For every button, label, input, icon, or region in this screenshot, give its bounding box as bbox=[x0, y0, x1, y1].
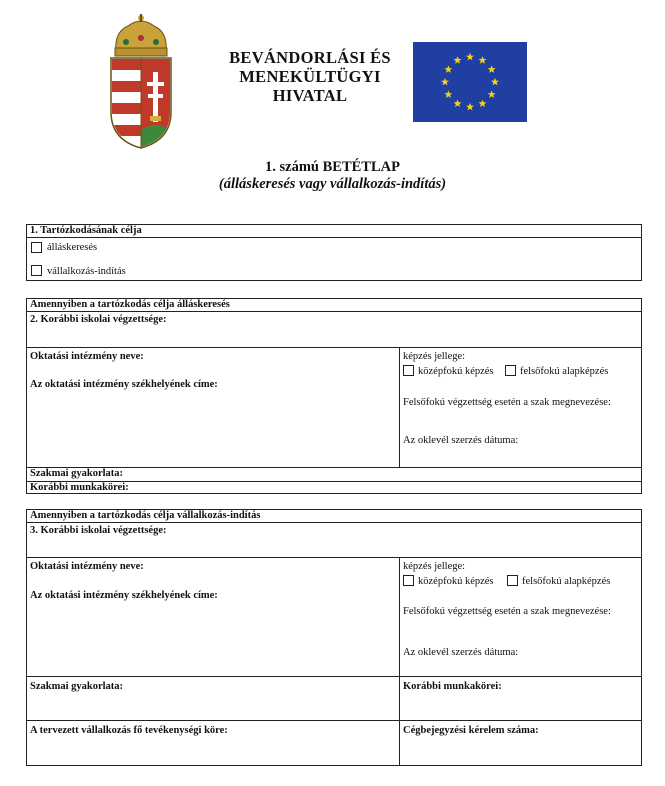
secondary-education-checkbox[interactable] bbox=[403, 365, 414, 376]
higher-education-label: felsőfokú alapképzés bbox=[520, 366, 609, 377]
agency-name bbox=[210, 48, 410, 105]
higher-education-checkbox[interactable] bbox=[507, 575, 518, 586]
institution-name-label: Oktatási intézmény neve: bbox=[30, 561, 144, 572]
star-icon bbox=[466, 103, 474, 111]
job-search-checkbox[interactable] bbox=[31, 242, 42, 253]
agency-name-line-3: HIVATAL bbox=[272, 86, 348, 105]
higher-education-checkbox[interactable] bbox=[505, 365, 516, 376]
purpose-heading: 1. Tartózkodásának célja bbox=[30, 225, 142, 236]
star-icon bbox=[444, 65, 452, 73]
planned-activity-label: A tervezett vállalkozás fő tevékenységi köre: bbox=[30, 725, 228, 736]
business-start-label: vállalkozás-indítás bbox=[47, 266, 126, 277]
european-union-flag-icon bbox=[413, 42, 527, 122]
secondary-education-label: középfokú képzés bbox=[418, 576, 494, 587]
registration-number-label: Cégbejegyzési kérelem száma: bbox=[403, 725, 539, 736]
star-icon bbox=[441, 78, 449, 86]
diploma-date-label: Az oklevél szerzés dátuma: bbox=[403, 435, 519, 446]
agency-name-line-2: MENEKÜLTÜGYI bbox=[239, 67, 381, 86]
higher-education-label: felsőfokú alapképzés bbox=[522, 576, 611, 587]
star-icon bbox=[466, 53, 474, 61]
page-subtitle: (álláskeresés vagy vállalkozás-indítás) bbox=[218, 176, 447, 192]
previous-jobs-label: Korábbi munkakörei: bbox=[30, 482, 129, 493]
job-search-label: álláskeresés bbox=[47, 242, 98, 253]
institution-address-label: Az oktatási intézmény székhelyének címe: bbox=[30, 590, 218, 601]
divider bbox=[26, 237, 642, 238]
star-icon bbox=[488, 90, 496, 98]
star-icon bbox=[488, 65, 496, 73]
education-label: 2. Korábbi iskolai végzettsége: bbox=[30, 314, 167, 325]
job-search-heading: Amennyiben a tartózkodás célja álláskeresés bbox=[30, 299, 230, 310]
previous-jobs-label: Korábbi munkakörei: bbox=[403, 681, 502, 692]
experience-label: Szakmai gyakorlata: bbox=[30, 681, 124, 692]
star-icon bbox=[491, 78, 499, 86]
business-start-checkbox[interactable] bbox=[31, 265, 42, 276]
job-search-section bbox=[26, 298, 642, 494]
major-label: Felsőfokú végzettség esetén a szak megnevezése: bbox=[403, 606, 611, 617]
secondary-education-label: középfokú képzés bbox=[418, 366, 494, 377]
star-icon bbox=[454, 56, 462, 64]
institution-name-label: Oktatási intézmény neve: bbox=[30, 351, 144, 362]
diploma-date-label: Az oklevél szerzés dátuma: bbox=[403, 647, 519, 658]
agency-name-line-1: BEVÁNDORLÁSI ÉS bbox=[229, 48, 391, 67]
education-label: 3. Korábbi iskolai végzettsége: bbox=[30, 525, 167, 536]
hungarian-coat-of-arms-icon bbox=[106, 12, 176, 150]
star-icon bbox=[479, 99, 487, 107]
page-title: 1. számú BETÉTLAP bbox=[265, 159, 400, 175]
institution-address-label: Az oktatási intézmény székhelyének címe: bbox=[30, 379, 218, 390]
star-icon bbox=[479, 56, 487, 64]
experience-label: Szakmai gyakorlata: bbox=[30, 468, 124, 479]
secondary-education-checkbox[interactable] bbox=[403, 575, 414, 586]
training-type-label: képzés jellege: bbox=[403, 351, 466, 362]
star-icon bbox=[444, 90, 452, 98]
major-label: Felsőfokú végzettség esetén a szak megnevezése: bbox=[403, 397, 611, 408]
training-type-label: képzés jellege: bbox=[403, 561, 466, 572]
star-icon bbox=[454, 99, 462, 107]
business-start-heading: Amennyiben a tartózkodás célja vállalkozás-indítás bbox=[30, 510, 261, 521]
